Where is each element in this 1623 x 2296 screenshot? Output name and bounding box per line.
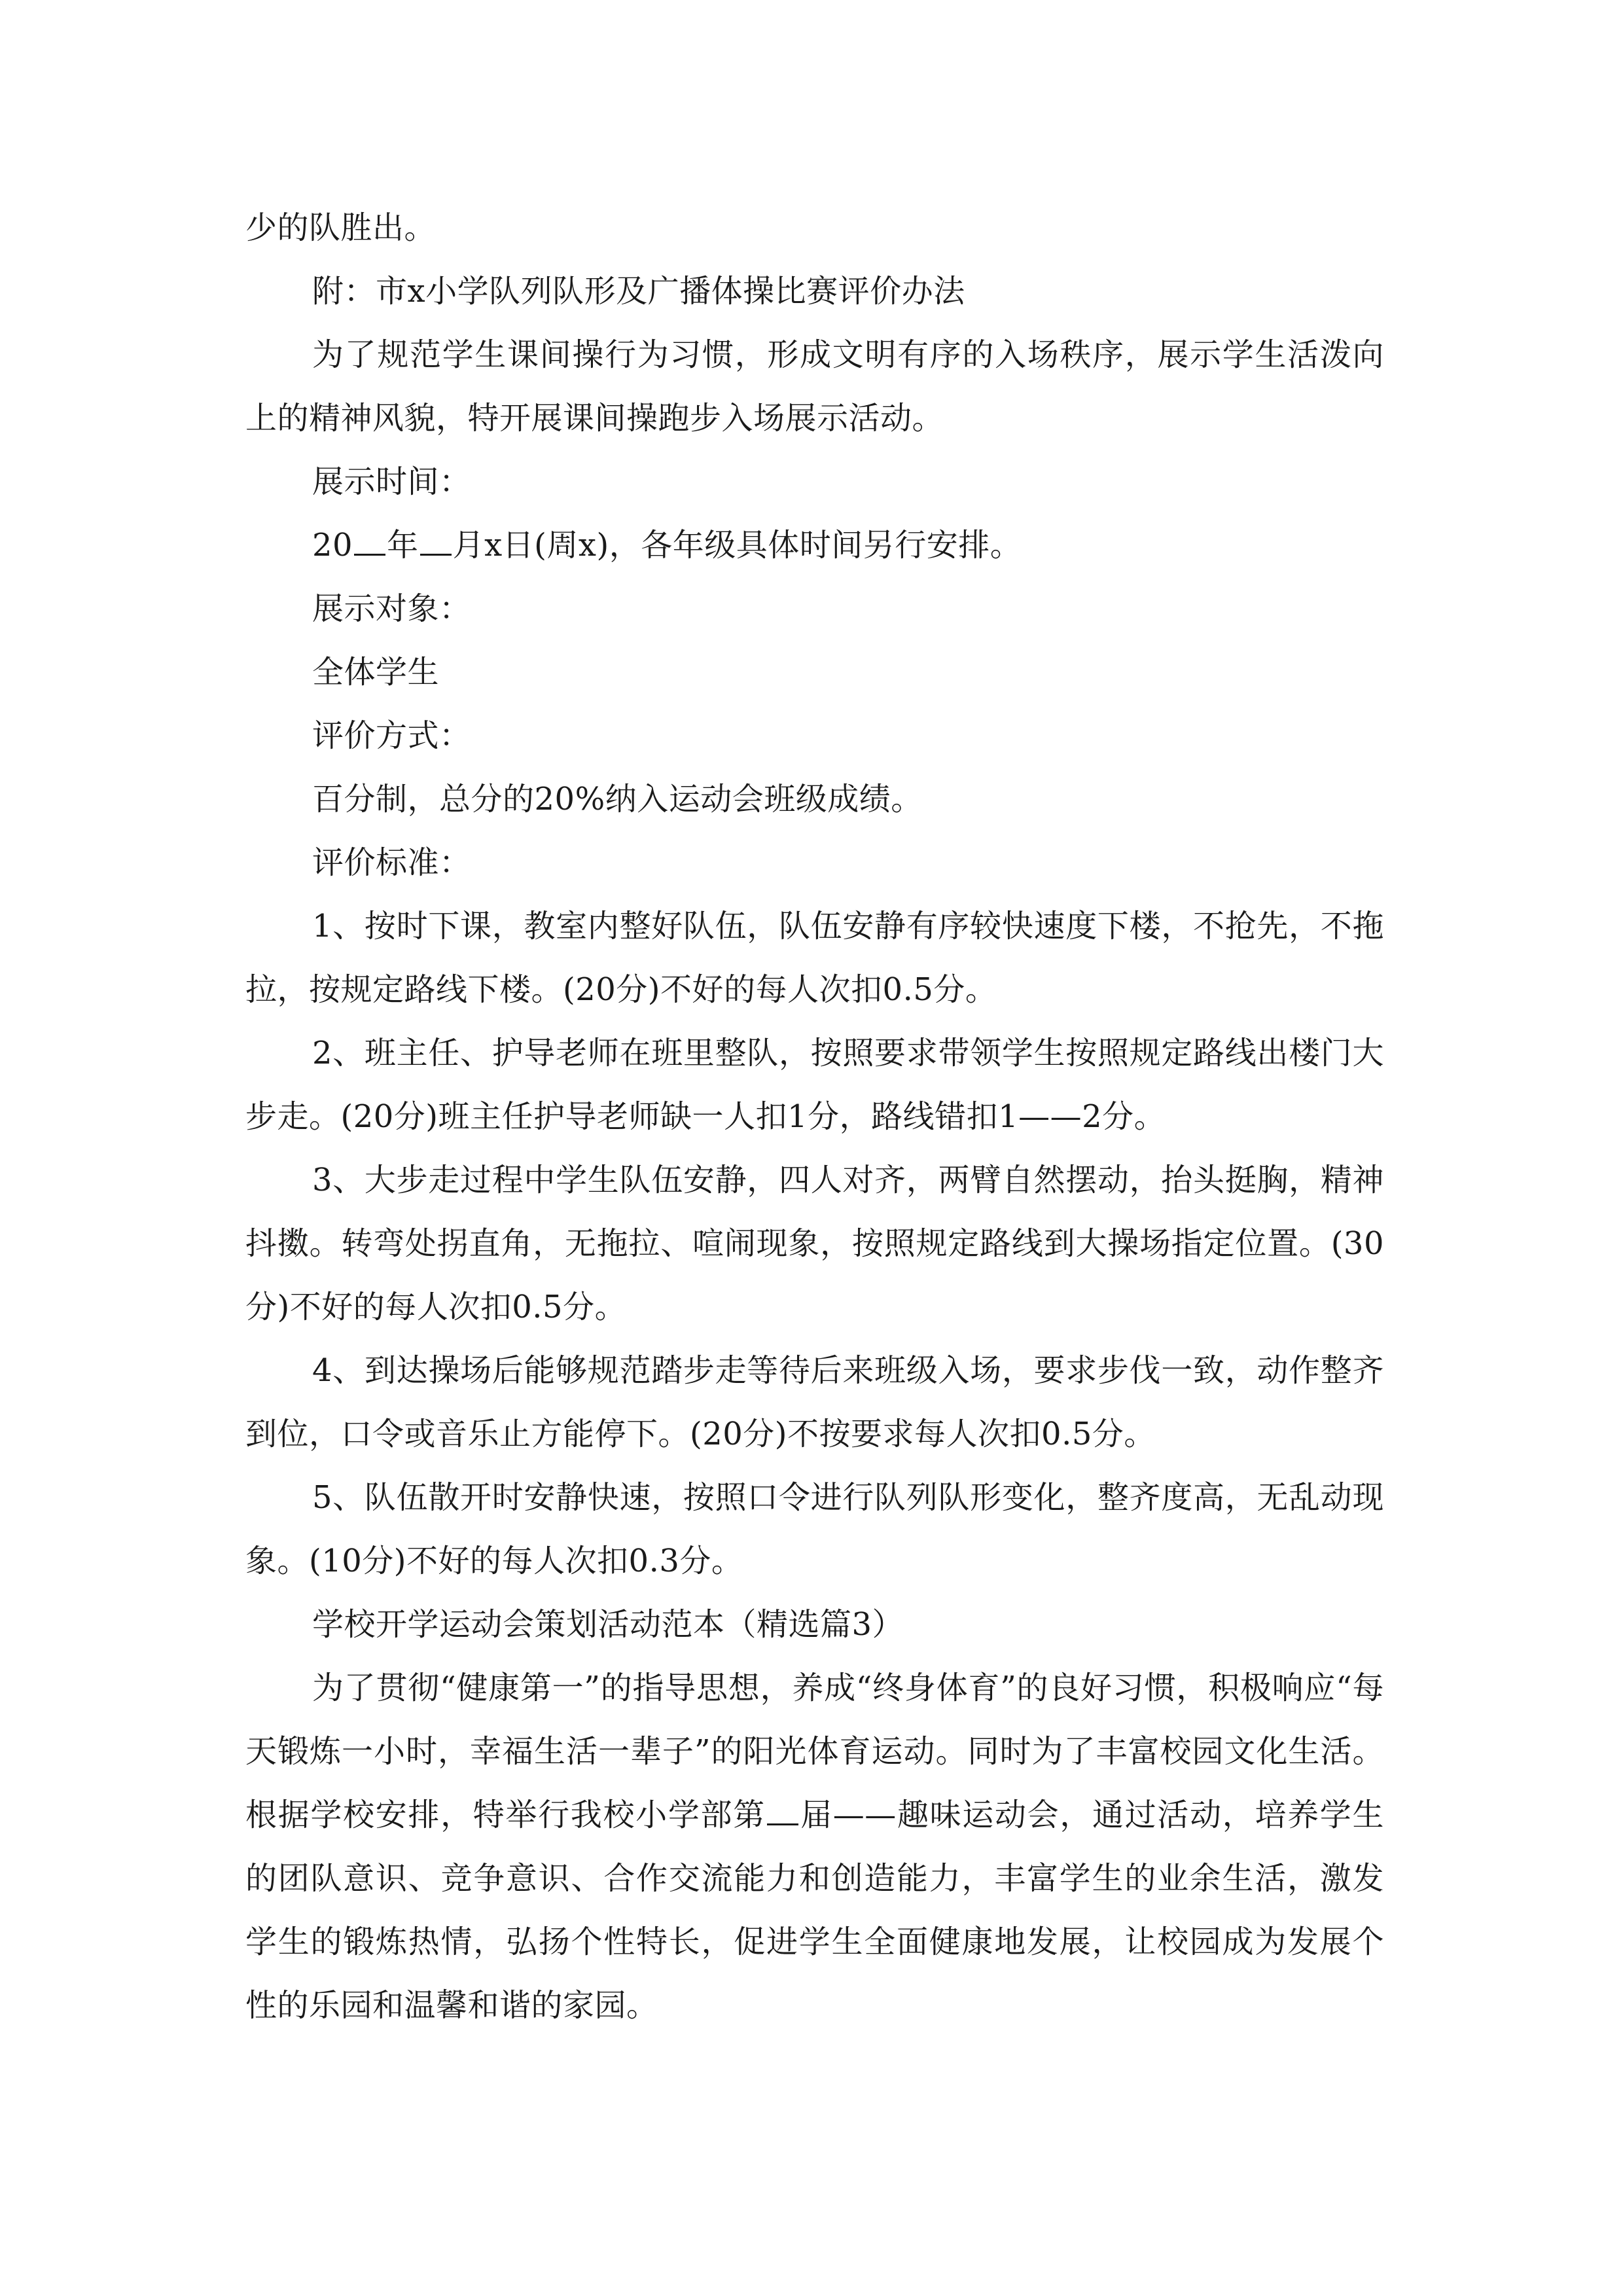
- criterion-5: 5、队伍散开时安静快速，按照口令进行队列队形变化，整齐度高，无乱动现象。(10分)不好的每人次扣0.3分。: [245, 1479, 1384, 1579]
- date-rest: 月x日(周x)，各年级具体时间另行安排。: [452, 527, 1022, 564]
- criterion-1: 1、按时下课，教室内整好队伍，队伍安静有序较快速度下楼，不抢先，不拖拉，按规定路线下楼。(20分)不好的每人次扣0.5分。: [245, 908, 1384, 1008]
- paragraph-opening: [245, 1657, 1384, 2037]
- criterion-2: 2、班主任、护导老师在班里整队，按照要求带领学生按照规定路线出楼门大步走。(20分)班主任护导老师缺一人扣1分，路线错扣1——2分。: [245, 1035, 1384, 1135]
- paragraph-target: 全体学生: [312, 654, 440, 691]
- date-year-prefix: 20: [312, 527, 353, 564]
- appendix-title: 附：市x小学队列队形及广播体操比赛评价办法: [312, 273, 965, 310]
- date-year-suffix: 年: [387, 527, 419, 564]
- section-title-3: 学校开学运动会策划活动范本（精选篇3）: [312, 1606, 904, 1643]
- opening-before-blank: 为了贯彻“健康第一”的指导思想，养成“终身体育”的良好习惯，积极响应“每天锻炼一小时，幸福生活一辈子”的阳光体育运动。同时为了丰富校园文化生活。根据学校安排，特举行我校小学部第: [245, 1670, 1384, 1833]
- heading-display-target: 展示对象：: [312, 590, 471, 627]
- paragraph-purpose: 为了规范学生课间操行为习惯，形成文明有序的入场秩序，展示学生活泼向上的精神风貌，特开展课间操跑步入场展示活动。: [245, 336, 1384, 437]
- criterion-4: 4、到达操场后能够规范踏步走等待后来班级入场，要求步伐一致，动作整齐到位，口令或音乐止方能停下。(20分)不按要求每人次扣0.5分。: [245, 1352, 1384, 1452]
- blank-session-line: [767, 1797, 798, 1825]
- paragraph-display-date: [245, 514, 1384, 577]
- opening-after-blank: 届——趣味运动会，通过活动，培养学生的团队意识、竞争意识、合作交流能力和创造能力，丰富学生的业余生活，激发学生的锻炼热情，弘扬个性特长，促进学生全面健康地发展，让校园成为发展个性的乐园和温馨和谐的家园。: [245, 1797, 1384, 2024]
- document-body: [245, 196, 1384, 2037]
- heading-evaluation-criteria: 评价标准：: [312, 844, 471, 881]
- paragraph-continuation: 少的队胜出。: [245, 209, 437, 246]
- heading-display-time: 展示时间：: [312, 463, 471, 500]
- heading-evaluation-method: 评价方式：: [312, 717, 471, 754]
- blank-year-line: [354, 528, 385, 556]
- blank-month-line: [420, 528, 452, 556]
- criterion-3: 3、大步走过程中学生队伍安静，四人对齐，两臂自然摆动，抬头挺胸，精神抖擞。转弯处拐直角，无拖拉、喧闹现象，按照规定路线到大操场指定位置。(30分)不好的每人次扣0.5分。: [245, 1162, 1384, 1325]
- paragraph-method: 百分制，总分的20%纳入运动会班级成绩。: [312, 781, 923, 817]
